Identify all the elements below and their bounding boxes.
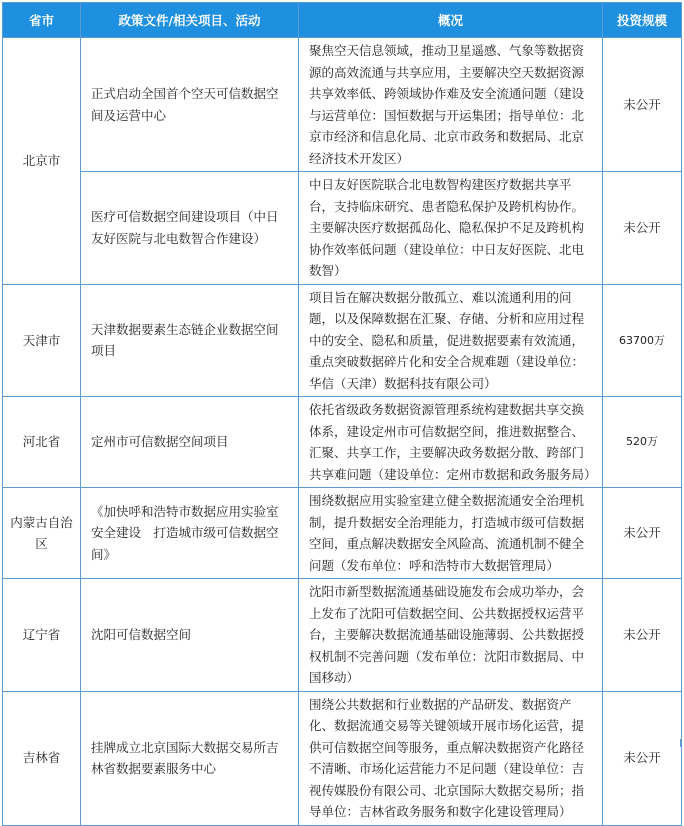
investment-cell: 未公开 <box>603 172 682 285</box>
province-cell: 天津市 <box>3 284 81 397</box>
header-overview: 概况 <box>299 3 603 38</box>
investment-cell: 未公开 <box>603 579 682 692</box>
header-province: 省市 <box>3 3 81 38</box>
project-cell: 医疗可信数据空间建设项目（中日友好医院与北电数智合作建设） <box>81 172 299 285</box>
overview-cell: 依托省级政务数据资源管理系统构建数据共享交换体系，建设定州市可信数据空间，推进数据整合、汇聚、共享工作，主要解决政务数据分散、跨部门共享难问题（建设单位：定州市数据和政务服务局） <box>299 397 603 488</box>
table-row <box>3 38 682 172</box>
overview-cell: 聚焦空天信息领域，推动卫星遥感、气象等数据资源的高效流通与共享应用，主要解决空天数据资源共享效率低、跨领域协作难及安全流通问题（建设与运营单位：国恒数据与开运集团；指导单位：北京市经济和信息化局、北京市政务和数据局、北京经济技术开发区） <box>299 38 603 172</box>
project-cell: 定州市可信数据空间项目 <box>81 397 299 488</box>
investment-cell: 未公开 <box>603 38 682 172</box>
overview-cell: 围绕公共数据和行业数据的产品研发、数据资产化、数据流通交易等关键领域开展市场化运营，提供可信数据空间等服务，重点解决数据资产化路径不清晰、市场化运营能力不足问题（建设单位：吉视传媒股份有限公司、北京国际大数据交易所；指导单位：吉林省政务服务和数字化建设管理局） <box>299 691 603 825</box>
province-cell: 内蒙古自治区 <box>3 488 81 579</box>
investment-cell: 63700万 <box>603 284 682 397</box>
province-cell: 北京市 <box>3 38 81 285</box>
project-cell: 挂牌成立北京国际大数据交易所吉林省数据要素服务中心 <box>81 691 299 825</box>
province-cell: 辽宁省 <box>3 579 81 692</box>
project-cell: 天津数据要素生态链企业数据空间项目 <box>81 284 299 397</box>
province-cell: 河北省 <box>3 397 81 488</box>
overview-cell: 沈阳市新型数据流通基础设施发布会成功举办，会上发布了沈阳可信数据空间、公共数据授权运营平台，主要解决数据流通基础设施薄弱、公共数据授权机制不完善问题（发布单位：沈阳市数据局、中国移动） <box>299 579 603 692</box>
investment-cell: 未公开 <box>603 691 682 825</box>
table-row <box>3 284 682 397</box>
investment-cell: 520万 <box>603 397 682 488</box>
table-row <box>3 579 682 692</box>
header-investment: 投资规模 <box>603 3 682 38</box>
table-row <box>3 397 682 488</box>
header-project: 政策文件/相关项目、活动 <box>81 3 299 38</box>
overview-cell: 项目旨在解决数据分散孤立、难以流通利用的问题，以及保障数据在汇聚、存储、分析和应用过程中的安全、隐私和质量，促进数据要素有效流通，重点突破数据碎片化和安全合规难题（建设单位：华信（天津）数据科技有限公司） <box>299 284 603 397</box>
table-row <box>3 172 682 285</box>
overview-cell: 围绕数据应用实验室建立健全数据流通安全治理机制，提升数据安全治理能力，打造城市级可信数据空间，重点解决数据安全风险高、流通机制不健全问题（发布单位：呼和浩特市大数据管理局） <box>299 488 603 579</box>
project-cell: 沈阳可信数据空间 <box>81 579 299 692</box>
province-cell: 吉林省 <box>3 691 81 825</box>
investment-cell: 未公开 <box>603 488 682 579</box>
table-row <box>3 691 682 825</box>
table-continuation <box>2 739 681 747</box>
overview-cell: 中日友好医院联合北电数智构建医疗数据共享平台，支持临床研究、患者隐私保护及跨机构协作。主要解决医疗数据孤岛化、隐私保护不足及跨机构协作效率低问题（建设单位：中日友好医院、北电数智） <box>299 172 603 285</box>
project-cell: 《加快呼和浩特市数据应用实验室安全建设 打造城市级可信数据空间》 <box>81 488 299 579</box>
project-cell: 正式启动全国首个空天可信数据空间及运营中心 <box>81 38 299 172</box>
data-space-projects-table <box>2 2 682 826</box>
table-row <box>3 488 682 579</box>
table-header-row <box>3 3 682 38</box>
